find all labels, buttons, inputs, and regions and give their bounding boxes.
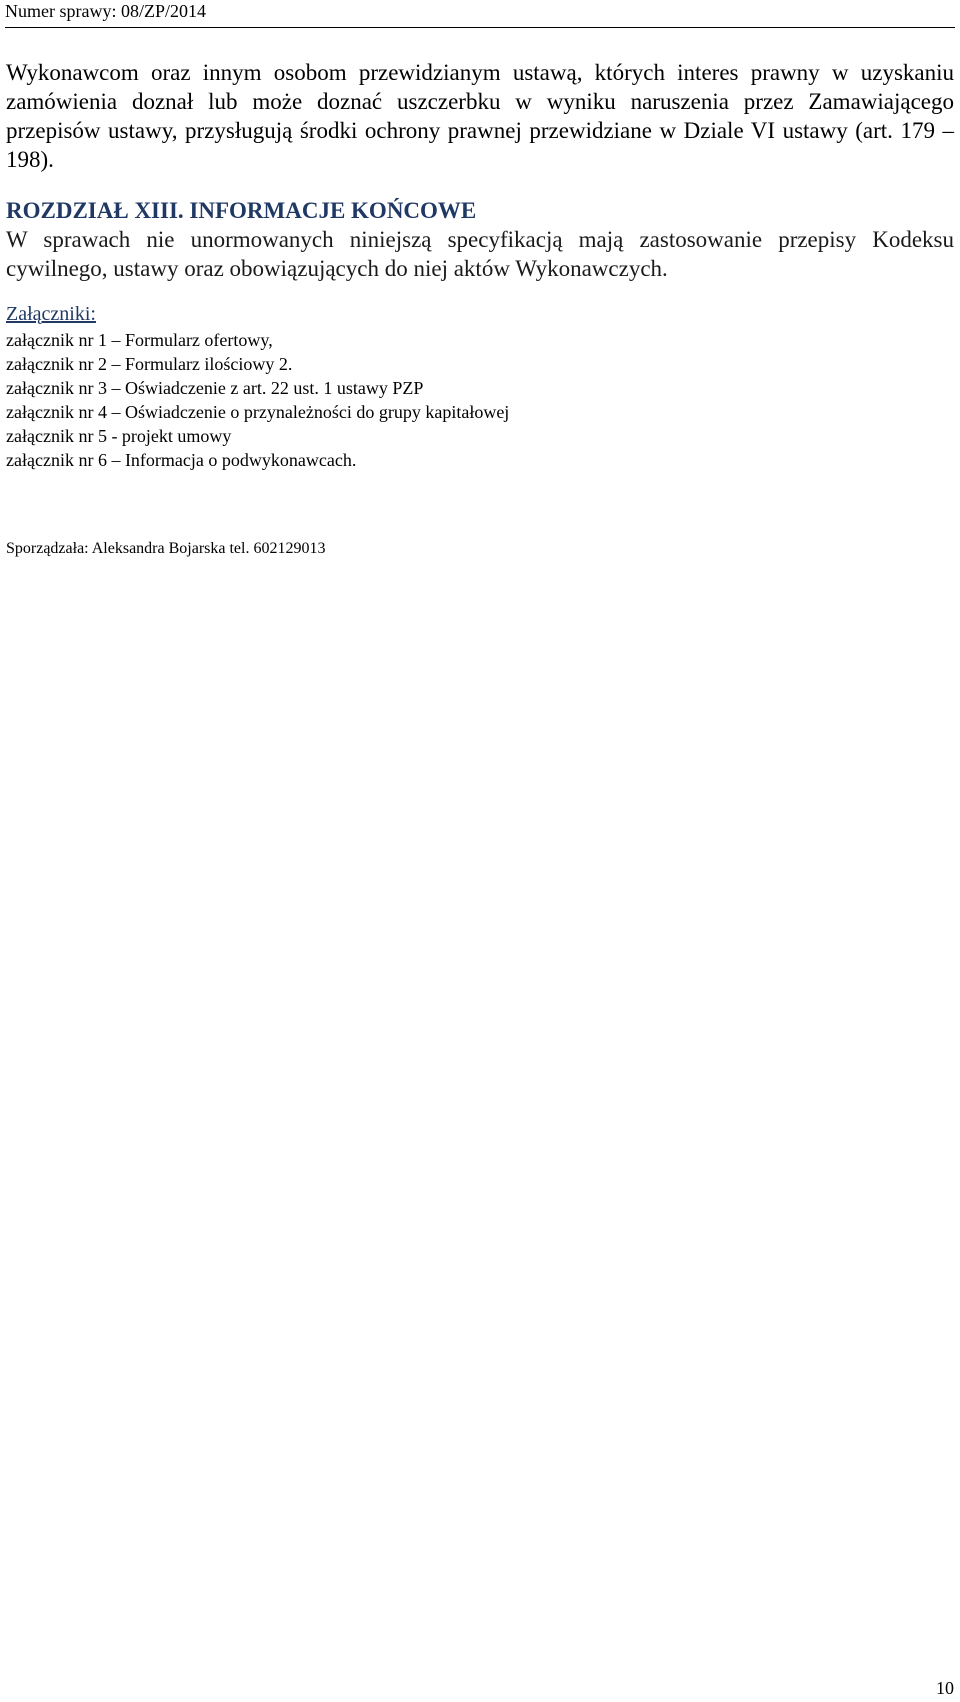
- document-body: [6, 58, 954, 472]
- page-header-case-number: Numer sprawy: 08/ZP/2014: [5, 1, 206, 21]
- attachment-item: załącznik nr 4 – Oświadczenie o przynależności do grupy kapitałowej: [6, 402, 510, 422]
- attachments-list: [6, 328, 954, 472]
- attachment-item: załącznik nr 5 - projekt umowy: [6, 426, 232, 446]
- chapter-section: [6, 196, 954, 283]
- chapter-title: ROZDZIAŁ XIII. INFORMACJE KOŃCOWE: [6, 198, 477, 223]
- attachments-heading: Załączniki:: [6, 303, 96, 325]
- attachment-item: załącznik nr 2 – Formularz ilościowy 2.: [6, 354, 293, 374]
- page-number: 10: [936, 1678, 954, 1698]
- chapter-paragraph: W sprawach nie unormowanych niniejszą specyfikacją mają zastosowanie przepisy Kodeksu cywilnego, ustawy oraz obowiązujących do niej aktów Wykonawczych.: [6, 227, 954, 281]
- attachment-item: załącznik nr 1 – Formularz ofertowy,: [6, 330, 273, 350]
- attachment-item: załącznik nr 3 – Oświadczenie z art. 22 ust. 1 ustawy PZP: [6, 378, 424, 398]
- attachment-item: załącznik nr 6 – Informacja o podwykonawcach.: [6, 450, 357, 470]
- header-divider: [5, 27, 955, 28]
- prepared-by: Sporządzała: Aleksandra Bojarska tel. 602129013: [6, 540, 326, 557]
- legal-remedies-paragraph: Wykonawcom oraz innym osobom przewidzianym ustawą, których interes prawny w uzyskaniu zamówienia doznał lub może doznać uszczerbku w wyniku naruszenia przez Zamawiającego przepisów ustawy, przysługują środki ochrony prawnej przewidziane w Dziale VI ustawy (art. 179 – 198).: [6, 60, 954, 172]
